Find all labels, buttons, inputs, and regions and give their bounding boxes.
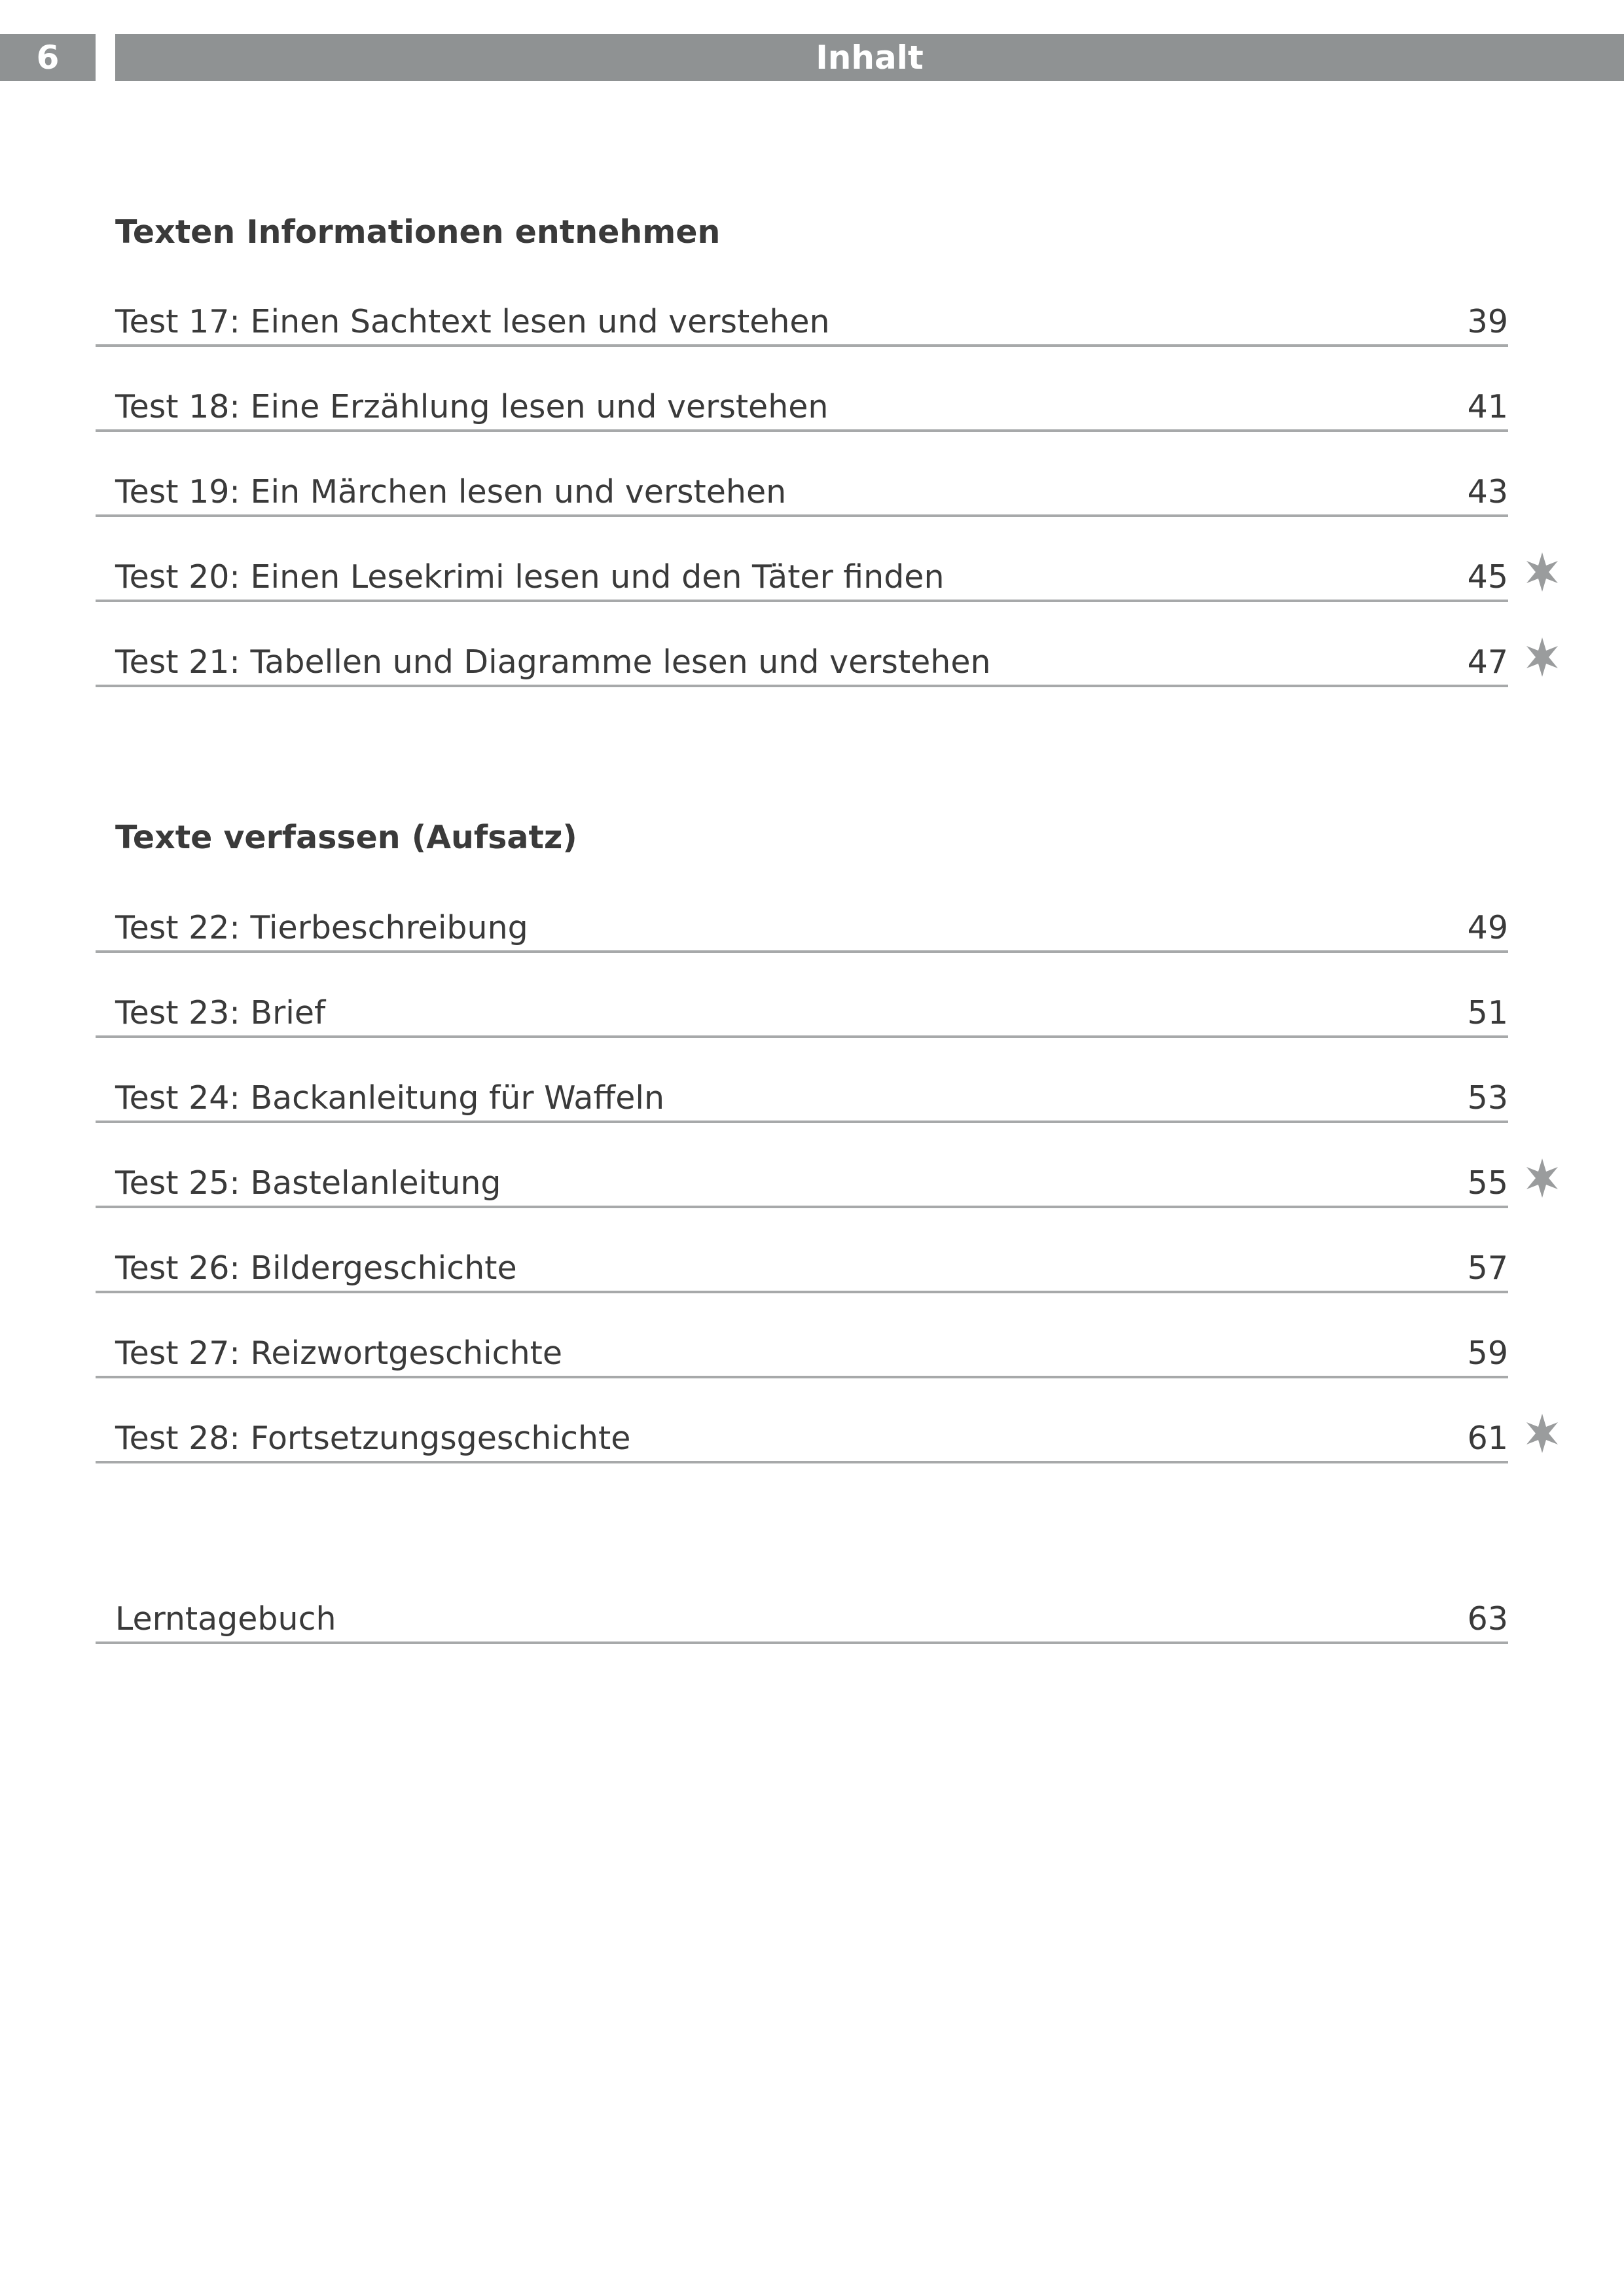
toc-entry-title: Test 20: Einen Lesekrimi lesen und den Täter finden (115, 558, 945, 596)
toc-entry-page: 51 (1467, 994, 1508, 1031)
toc-entry[interactable] (96, 1378, 1508, 1463)
toc-entry[interactable] (96, 1038, 1508, 1123)
toc-entry-page: 59 (1467, 1335, 1508, 1372)
toc-entry-title: Lerntagebuch (115, 1600, 336, 1638)
toc-entry-page: 53 (1467, 1079, 1508, 1117)
six-point-star-icon (1521, 551, 1563, 593)
section-heading-aufsatz: Texte verfassen (Aufsatz) (115, 819, 577, 856)
toc-entry-title: Test 28: Fortsetzungsgeschichte (115, 1420, 631, 1457)
six-point-star-icon (1521, 1412, 1563, 1454)
toc-entry-title: Test 26: Bildergeschichte (115, 1249, 517, 1287)
toc-entry-title: Test 24: Backanleitung für Waffeln (115, 1079, 665, 1117)
toc-entry[interactable] (96, 602, 1508, 687)
toc-entry-page: 49 (1467, 909, 1508, 946)
toc-entry-title: Test 17: Einen Sachtext lesen und verstehen (115, 303, 830, 340)
toc-entry-title: Test 23: Brief (115, 994, 326, 1031)
section-heading-informationen: Texten Informationen entnehmen (115, 213, 721, 251)
toc-entry-page: 41 (1467, 388, 1508, 425)
toc-entry[interactable] (96, 517, 1508, 602)
toc-entry-page: 61 (1467, 1420, 1508, 1457)
toc-entry[interactable] (96, 262, 1508, 347)
toc-entry[interactable] (96, 432, 1508, 517)
toc-entry-title: Test 22: Tierbeschreibung (115, 909, 528, 946)
page-number: 6 (0, 34, 96, 81)
toc-entry[interactable] (96, 953, 1508, 1038)
toc-entry[interactable] (96, 347, 1508, 432)
page-title: Inhalt (816, 39, 924, 77)
toc-entry-title: Test 27: Reizwortgeschichte (115, 1335, 562, 1372)
toc-entry-title: Test 21: Tabellen und Diagramme lesen und verstehen (115, 643, 991, 681)
toc-entry-page: 55 (1467, 1164, 1508, 1202)
six-point-star-icon (1521, 1157, 1563, 1199)
toc-entry-page: 43 (1467, 473, 1508, 511)
toc-entry-page: 39 (1467, 303, 1508, 340)
toc-entry[interactable] (96, 1123, 1508, 1208)
toc-entry-title: Test 18: Eine Erzählung lesen und verstehen (115, 388, 829, 425)
toc-entry-title: Test 25: Bastelanleitung (115, 1164, 501, 1202)
toc-entry-page: 63 (1467, 1600, 1508, 1638)
page-title-bar (115, 34, 1624, 81)
toc-entry[interactable] (96, 868, 1508, 953)
toc-entry-page: 45 (1467, 558, 1508, 596)
toc-entry[interactable] (96, 1293, 1508, 1378)
toc-entry-page: 47 (1467, 643, 1508, 681)
toc-entry-lerntagebuch[interactable] (96, 1559, 1508, 1644)
toc-entry-page: 57 (1467, 1249, 1508, 1287)
toc-entry-title: Test 19: Ein Märchen lesen und verstehen (115, 473, 787, 511)
toc-entry[interactable] (96, 1208, 1508, 1293)
six-point-star-icon (1521, 636, 1563, 678)
